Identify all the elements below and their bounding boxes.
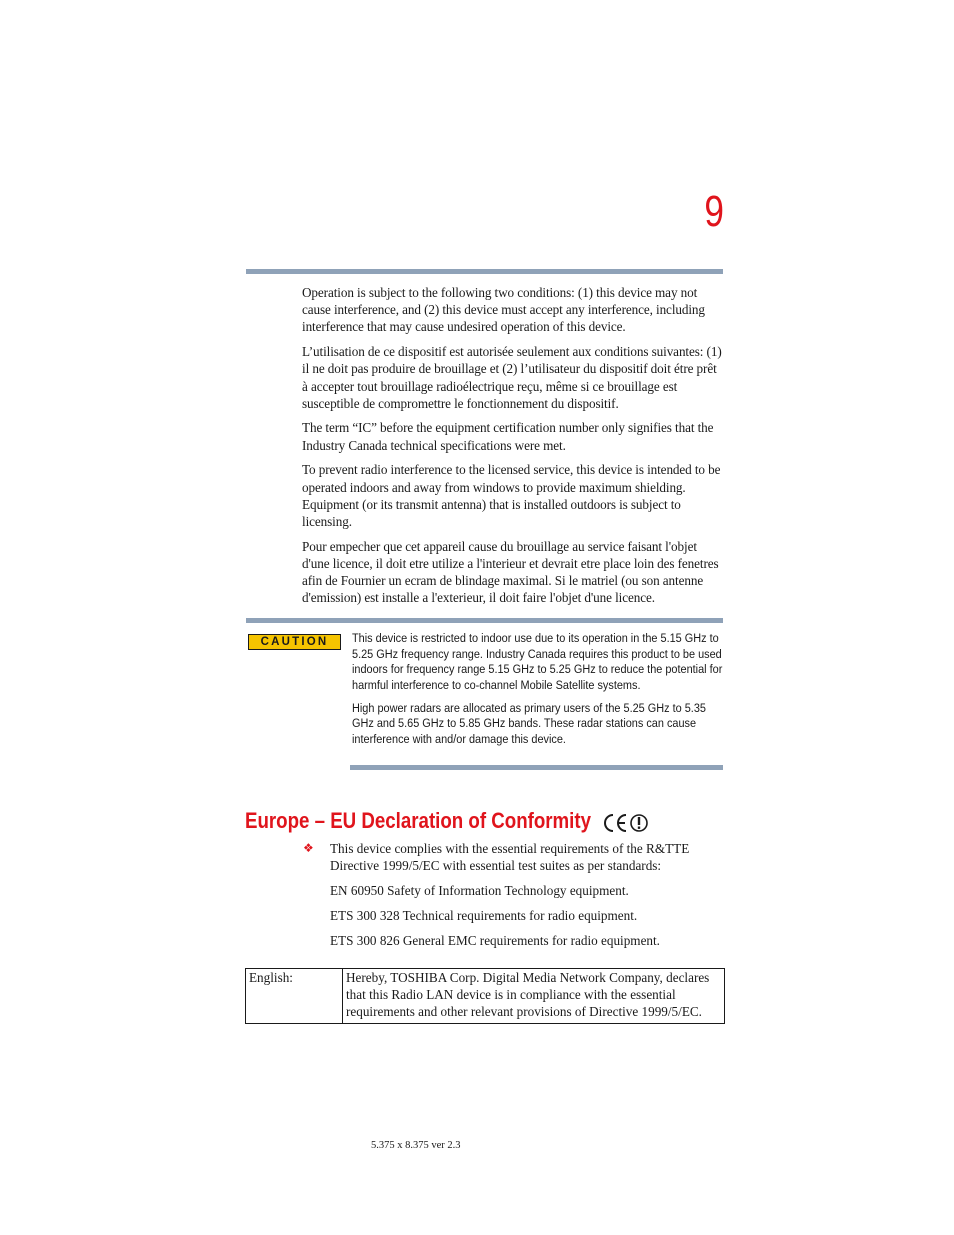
declaration-cell: Hereby, TOSHIBA Corp. Digital Media Network Company, declares that this Radio LAN device is in compliance with the essential requirements and other relevant provisions of Directive 1999/5/EC. [343, 969, 725, 1024]
standard-item: EN 60950 Safety of Information Technology equipment. [330, 883, 629, 899]
paragraph: L’utilisation de ce dispositif est autorisée seulement aux conditions suivantes: (1) il ne doit pas produire de brouillage et (2) l’utilisateur du dispositif doit étre prêt à accepter tout brouillage radioélectrique reçu, même si ce brouillage est susceptible de compromettre le fonctionnement du dispositif. [302, 344, 722, 411]
footer-version: 5.375 x 8.375 ver 2.3 [371, 1140, 461, 1151]
paragraph: The term “IC” before the equipment certification number only signifies that the Industry Canada technical specifications were met. [302, 420, 714, 453]
alert-bar [638, 817, 640, 825]
language-cell: English: [246, 969, 343, 1024]
section-heading: Europe – EU Declaration of Conformity [245, 808, 592, 833]
paragraph: Operation is subject to the following two conditions: (1) this device may not cause interference, and (2) this device must accept any interference, including interference that may cause undesired operation of this device. [302, 285, 705, 335]
caution-divider-top [246, 618, 723, 623]
paragraph: To prevent radio interference to the licensed service, this device is intended to be operated indoors and away from windows to provide maximum shielding. Equipment (or its transmit antenna) that is installed outdoors is subject to licensing. [302, 462, 721, 529]
declaration-table [245, 968, 725, 1024]
page-number: 9 [704, 187, 724, 236]
table-row [246, 969, 725, 1024]
eu-text-block [330, 840, 724, 957]
caution-badge: CAUTION [248, 634, 341, 650]
intro-text-block [302, 284, 724, 614]
caution-paragraph: High power radars are allocated as primary users of the 5.25 GHz to 5.35 GHz and 5.65 GHz to 5.85 GHz bands. These radar stations can cause interference with and/or damage this device. [352, 700, 706, 747]
bullet-text: This device complies with the essential requirements of the R&TTE Directive 1999/5/EC with essential test suites as per standards: [330, 841, 690, 874]
standard-item: ETS 300 328 Technical requirements for radio equipment. [330, 908, 638, 924]
ce-letter-e [618, 815, 626, 831]
ce-mark-icon [601, 812, 649, 834]
ce-letter-c [605, 815, 613, 831]
caution-text-block [352, 631, 723, 755]
alert-dot [638, 827, 640, 829]
paragraph: Pour empecher que cet appareil cause du brouillage au service faisant l'objet d'une licence, il doit etre utilize a l'interieur et devrait etre place loin des fenetres afin de Fournier un ecram de blindage maximal. Si le matriel (ou son antenne d'emission) est installe a l'exterieur, il doit faire l'objet d'une licence. [302, 538, 719, 606]
section-divider-top [246, 269, 723, 274]
caution-paragraph: This device is restricted to indoor use due to its operation in the 5.15 GHz to 5.25 GHz frequency range. Industry Canada requires this product to be used indoors for frequency range 5.15 GHz to 5.25 GHz to reduce the potential for harmful interference to co-channel Mobile Satellite systems. [352, 631, 723, 692]
diamond-bullet-icon: ❖ [303, 841, 314, 855]
caution-divider-bottom [350, 765, 723, 770]
standard-item: ETS 300 826 General EMC requirements for radio equipment. [330, 933, 660, 949]
